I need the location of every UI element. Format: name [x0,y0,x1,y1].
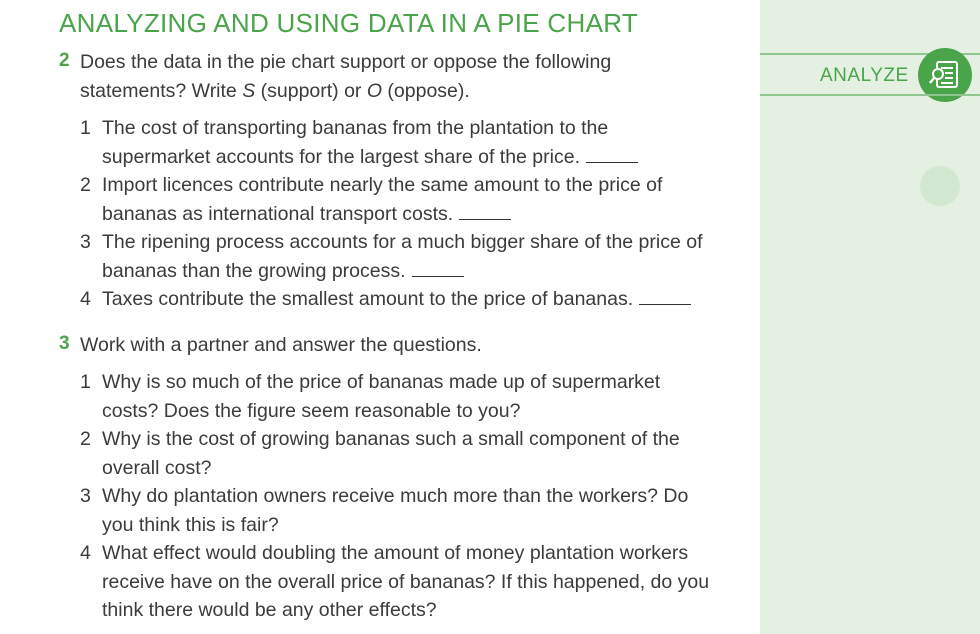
ex3-item-1-number: 1 [80,371,91,393]
ex3-item-2-line2: overall cost? [102,457,212,479]
ex2-item-1-line1: The cost of transporting bananas from the plantation to the [102,117,609,139]
exercise-2-prompt-line2: statements? Write S (support) or O (oppose). [80,80,470,102]
ex3-item-3-line2: you think this is fair? [102,514,279,536]
exercise-3-number: 3 [59,333,70,354]
ex3-item-1-line2: costs? Does the figure seem reasonable to you? [102,400,521,422]
answer-blank[interactable] [459,218,511,220]
ex2-item-2-line2: bananas as international transport costs. [102,200,511,228]
ex2-item-1-number: 1 [80,117,91,139]
ex2-item-1-line2: supermarket accounts for the largest share of the price. [102,143,638,171]
analyze-label: ANALYZE [820,65,909,86]
ex2-item-3-line2: bananas than the growing process. [102,257,464,285]
exercise-3-prompt: Work with a partner and answer the questions. [80,334,482,356]
answer-blank[interactable] [639,303,691,305]
answer-blank[interactable] [412,275,464,277]
ex3-item-4-line1: What effect would doubling the amount of money plantation workers [102,542,689,564]
show-through-circle [920,166,960,206]
ex2-item-4-number: 4 [80,288,91,310]
sidebar [760,0,980,634]
ex3-item-2-line1: Why is the cost of growing bananas such a small component of the [102,428,680,450]
page-title: ANALYZING AND USING DATA IN A PIE CHART [59,8,639,38]
ex2-item-2-number: 2 [80,174,91,196]
answer-blank[interactable] [586,161,638,163]
ex2-item-3-number: 3 [80,231,91,253]
ex3-item-2-number: 2 [80,428,91,450]
exercise-2-prompt-line1: Does the data in the pie chart support or oppose the following [80,51,612,73]
ex3-item-3-line1: Why do plantation owners receive much more than the workers? Do [102,485,689,507]
ex3-item-1-line1: Why is so much of the price of bananas made up of supermarket [102,371,661,393]
ex3-item-4-line2: receive have on the overall price of bananas? If this happened, do you [102,571,710,593]
exercise-2-number: 2 [59,50,70,71]
ex2-item-2-line1: Import licences contribute nearly the same amount to the price of [102,174,663,196]
ex3-item-3-number: 3 [80,485,91,507]
ex3-item-4-line3: think there would be any other effects? [102,599,437,621]
divider [760,94,980,96]
ex2-item-4-line1: Taxes contribute the smallest amount to the price of bananas. [102,285,691,313]
ex3-item-4-number: 4 [80,542,91,564]
ex2-item-3-line1: The ripening process accounts for a much bigger share of the price of [102,231,703,253]
